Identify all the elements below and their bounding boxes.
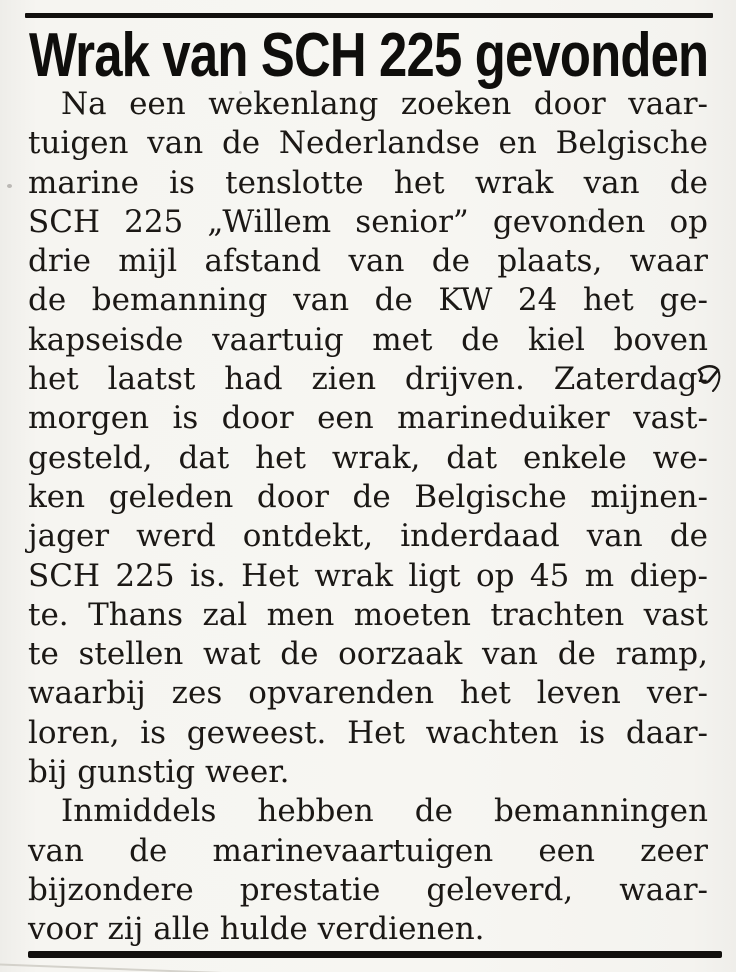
body-line <box>28 164 708 203</box>
body-line-text: te. Thans zal men moeten trachten vast <box>28 596 708 633</box>
body-line-text: ken geleden door de Belgische mijnen- <box>28 478 708 515</box>
ink-smudge-icon <box>697 363 727 395</box>
body-line <box>28 281 708 320</box>
body-line <box>28 596 708 635</box>
body-line-text: de bemanning van de KW 24 het ge- <box>28 282 708 319</box>
body-line-text: SCH 225 is. Het wrak ligt op 45 m diep- <box>28 557 708 594</box>
article-headline: Wrak van SCH 225 gevonden <box>29 21 709 90</box>
body-line-text: jager werd ontdekt, inderdaad van de <box>28 518 708 555</box>
body-line-text: Inmiddels hebben de bemanningen <box>61 793 708 830</box>
body-line <box>28 871 708 910</box>
paper-speck <box>239 91 242 94</box>
body-line-text: SCH 225 „Willem senior” gevonden op <box>28 203 708 240</box>
article-body <box>28 85 708 950</box>
body-line <box>28 203 708 242</box>
body-line <box>28 792 708 831</box>
paper-speck <box>7 184 12 188</box>
body-line-text: bijzondere prestatie geleverd, waar- <box>28 871 708 908</box>
body-line <box>28 714 708 753</box>
body-line-text: marine is tenslotte het wrak van de <box>28 164 708 201</box>
scan-crease <box>0 963 308 972</box>
body-line-text: van de marinevaartuigen een zeer <box>28 832 708 869</box>
body-line-text: gesteld, dat het wrak, dat enkele we- <box>28 439 708 476</box>
body-line <box>28 360 708 399</box>
body-line-text: drie mijl afstand van de plaats, waar <box>28 243 708 280</box>
body-line-text: bij gunstig weer. <box>28 754 290 791</box>
paper-speck <box>585 219 588 222</box>
bottom-rule <box>28 951 722 958</box>
body-line <box>28 635 708 674</box>
body-line <box>28 557 708 596</box>
body-line <box>28 517 708 556</box>
body-line-text: kapseisde vaartuig met de kiel boven <box>28 321 708 358</box>
body-line <box>28 478 708 517</box>
body-line <box>28 321 708 360</box>
body-line <box>28 399 708 438</box>
body-line-text: morgen is door een marineduiker vast- <box>28 400 708 437</box>
body-line <box>28 832 708 871</box>
body-line-text: voor zij alle hulde verdienen. <box>28 911 485 948</box>
body-line <box>28 439 708 478</box>
top-rule <box>25 13 713 18</box>
body-line-text: het laatst had zien drijven. Zaterdag- <box>28 361 708 398</box>
body-line <box>28 910 708 949</box>
body-line-text: te stellen wat de oorzaak van de ramp, <box>28 636 708 673</box>
body-line <box>28 674 708 713</box>
body-line-text: Na een wekenlang zoeken door vaar- <box>61 86 708 122</box>
body-line <box>28 753 708 792</box>
body-line <box>28 124 708 163</box>
body-line-text: tuigen van de Nederlandse en Belgische <box>28 125 708 162</box>
body-line <box>28 85 708 124</box>
body-line-text: loren, is geweest. Het wachten is daar- <box>28 714 708 751</box>
body-line <box>28 242 708 281</box>
body-line-text: waarbij zes opvarenden het leven ver- <box>28 675 708 712</box>
